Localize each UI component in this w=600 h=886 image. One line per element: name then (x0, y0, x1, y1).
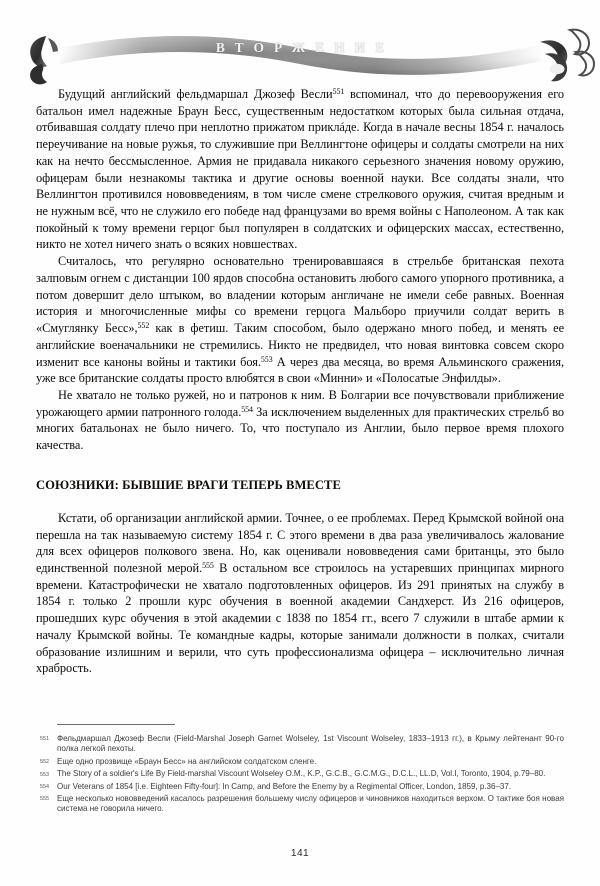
footnote-item (36, 782, 564, 792)
paragraph: Кстати, об организации английской армии. Точнее, о ее проблемах. Перед Крымской войной она перешла на так называемую систему 1854 г. С этого времени в два раза увеличивалось жалование для всех офицеров полкового звена. Но, как оценивали нововведения сами британцы, это было единственной полезной мерой.$^{555}$ В остальном все строилось на устаревших принципах мирного времени. Катастрофически не хватало подготовленных офицеров. Из 291 принятых на службу в 1854 г. только 2 прошли курс обучения в военной академии Сандхерст. Из 216 офицеров, прошедших курс обучения в этой академии с 1838 по 1854 гг., всего 7 служили в штабе армии к началу Крымской войны. Те командные кадры, которые занимали должности в полках, считали образование излишним и верили, что суть профессионализма офицера – исключительно личная храбрость. (36, 510, 564, 676)
footnote-text: Фельдмаршал Джозеф Весли (Field-Marshal Joseph Garnet Wolseley, 1st Viscount Wolseley, 1833–1913 гг.), в Крыму лейтенант 90-го полка легкой пехоты. (57, 734, 564, 754)
footnote-number: 552 (40, 759, 49, 766)
footnote-item (36, 769, 564, 779)
page-content (36, 86, 564, 677)
section-heading: СОЮЗНИКИ: БЫВШИЕ ВРАГИ ТЕПЕРЬ ВМЕСТЕ (36, 477, 341, 492)
footnote-text: Еще несколько нововведений касалось разрешения большему числу офицеров и чиновников находиться верхом. О тактике боя новая система не говорила ничего. (57, 794, 564, 814)
footnote-text: Еще одно прозвище «Браун Бесс» на английском солдатском сленге. (57, 756, 317, 766)
paragraph: Будущий английский фельдмаршал Джозеф Весли$^{551}$ вспоминал, что до перевооружения его батальон имел надежные Браун Бесс, существенным недостатком которых была сильная отдача, отбивавшая солдату плечо при неплотно прижатом приклáде. Когда в начале весны 1854 г. началось переучивание на новые ружья, то служившие при Веллингтоне офицеры и солдаты смотрели на них как на нечто бессмысленное. Армия не придавала никакого серьезного значения новому оружию, офицерам были незнакомы тактика и другие основы военной науки. Все солдаты знали, что Веллингтон противился нововведениям, в том числе смене стрелкового оружия, считая вредным и не нужным всё, что не служило его победе над французами во время войны с Наполеоном. А так как покойный к тому времени герцог был популярен в солдатских и офицерских массах, естественно, никто не хотел ничего знать о всяких новшествах. (36, 87, 565, 252)
ribbon-banner-icon (0, 14, 600, 86)
footnote-separator-rule (57, 724, 175, 725)
footnote-list (36, 734, 564, 815)
footnote-reference: 555 (202, 561, 214, 571)
paragraph: Считалось, что регулярно основательно тренировавшаяся в стрельбе британская пехота залповым огнем с дистанции 100 ярдов способна остановить любого самого упорного противника, а потом довершит дело штыком, во владении которым англичане не имели себе равных. Военная история и многочисленные мифы со времени герцога Мальборо приучили солдат верить в «Смуглянку Бесс»,$^{552}$ как в фетиш. Таким способом, было одержано много побед, и менять ее английские военачальники не стремились. Никто не предвидел, что новая винтовка совсем скоро изменит все каноны войны и тактики боя.$^{553}$ А через два месяца, во время Альминского сражения, уже все британские солдаты просто влюбятся в свои «Минни» и «Полосатые Энфилды». (36, 254, 564, 386)
footnote-item (36, 794, 564, 815)
footnote-number: 551 (40, 736, 49, 743)
footnote-number: 553 (40, 771, 49, 778)
footnote-item (36, 757, 564, 767)
footnote-text: The Story of a soldier's Life By Field-marshal Viscount Wolseley O.M., K.P., G.C.B., G.C.M.G., D.C.L., LL.D, Vol.I, Toronto, 1904, p.79–80. (57, 769, 546, 779)
footnote-number: 555 (40, 796, 49, 803)
page-number: 141 (290, 848, 310, 859)
footnote-reference: 553 (260, 354, 273, 364)
footnote-text: Our Veterans of 1854 [i.e. Eighteen Fifty-four]: In Camp, and Before the Enemy by a Regimental Officer, London, 1859, p.36–37. (57, 781, 512, 791)
footnote-number: 554 (40, 783, 49, 790)
footnotes-block (36, 724, 564, 817)
paragraph: Не хватало не только ружей, но и патронов к ним. В Болгарии все почувствовали приближение урожающего армии патронного голода.$^{554}$ За исключением выделенных для практических стрельб во многих батальонах не было ничего. То, что поступало из Англии, было первое время плохого качества. (36, 387, 565, 453)
footnote-reference: 554 (241, 404, 253, 414)
chapter-title-text: ВТОРЖЕНИЕ (215, 40, 395, 55)
footnote-item (36, 734, 564, 755)
footnote-reference: 552 (137, 321, 150, 331)
footnote-reference: 551 (332, 87, 345, 97)
